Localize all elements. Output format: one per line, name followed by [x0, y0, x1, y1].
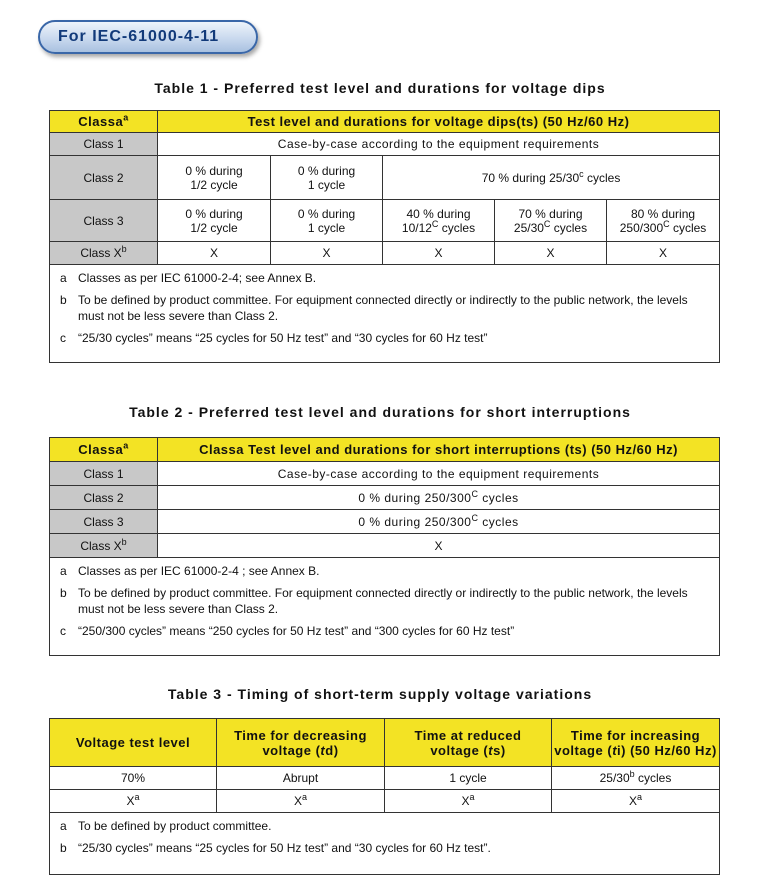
table2-class1-value: Case-by-case according to the equipment requirements — [158, 462, 720, 486]
table1-col-main: Test level and durations for voltage dips(ts) (50 Hz/60 Hz) — [158, 111, 720, 133]
table3-cell: $X^a$ — [50, 790, 217, 813]
table2-col-class: Classa$^a$ — [50, 438, 158, 462]
table1-class3-cell: 0 % during 1/2 cycle — [158, 200, 271, 242]
table1-class2: Class 2 — [50, 156, 158, 200]
table3-cell: $X^a$ — [385, 790, 552, 813]
table2 — [49, 437, 720, 656]
table3-caption: Table 3 - Timing of short-term supply voltage variations — [167, 686, 593, 702]
table3-col-increasing: Time for increasing voltage (ti) (50 Hz/60 Hz) — [552, 719, 720, 767]
table2-class2-value: 0 % during $250/300^C$ cycles — [158, 486, 720, 510]
table1-class2-cell: 70 % during 25/30$^c$ cycles — [383, 156, 720, 200]
table1-classx: Class $X^b$ — [50, 242, 158, 265]
table1-col-class: Classa$^a$ — [50, 111, 158, 133]
table2-classx-value: X — [158, 534, 720, 558]
table1-note: a Classes as per IEC 61000-2-4; see Annex B. — [60, 271, 317, 285]
table2-note: a Classes as per IEC 61000-2-4 ; see Annex B. — [60, 564, 320, 578]
table2-note: c “250/300 cycles” means “250 cycles for 50 Hz test” and “300 cycles for 60 Hz test” — [60, 624, 515, 638]
table3-notes — [50, 813, 720, 875]
table3-cell: 70% — [50, 767, 217, 790]
table2-class2: Class 2 — [50, 486, 158, 510]
table1-classx-cell: X — [158, 242, 271, 265]
table2-col-main: Classa Test level and durations for short interruptions (ts) (50 Hz/60 Hz) — [158, 438, 720, 462]
table3 — [49, 718, 720, 875]
table3-cell: $X^a$ — [552, 790, 720, 813]
table1-classx-cell: X — [495, 242, 607, 265]
table3-cell: 25/30$^b$ cycles — [552, 767, 720, 790]
table3-note: a To be defined by product committee. — [60, 819, 272, 833]
table1-class3: Class 3 — [50, 200, 158, 242]
table1-class3-cell: 80 % during $250/300^C$ cycles — [607, 200, 720, 242]
table1-classx-cell: X — [383, 242, 495, 265]
table2-classx: Class $X^b$ — [50, 534, 158, 558]
table3-col-decreasing: Time for decreasing voltage (td) — [217, 719, 385, 767]
table1-class3-cell: 0 % during 1 cycle — [271, 200, 383, 242]
table1-class1: Class 1 — [50, 133, 158, 156]
table2-class1: Class 1 — [50, 462, 158, 486]
table1-class3-cell: 70 % during $25/30^C$ cycles — [495, 200, 607, 242]
table2-caption: Table 2 - Preferred test level and durations for short interruptions — [129, 404, 631, 420]
table1-caption: Table 1 - Preferred test level and durations for voltage dips — [154, 80, 606, 96]
table1-class2-cell: 0 % during 1 cycle — [271, 156, 383, 200]
table3-cell: $X^a$ — [217, 790, 385, 813]
table3-col-reduced: Time at reduced voltage (ts) — [385, 719, 552, 767]
table1-notes — [50, 265, 720, 363]
table3-note: b “25/30 cycles” means “25 cycles for 50 Hz test” and “30 cycles for 60 Hz test”. — [60, 841, 491, 855]
table3-col-level: Voltage test level — [50, 719, 217, 767]
table2-note: b To be defined by product committee. For equipment connected directly or indirectly to the public network, the levels must not be less severe than Class 2. — [60, 586, 688, 616]
table1-class2-cell: 0 % during 1/2 cycle — [158, 156, 271, 200]
table2-class3-value: 0 % during $250/300^C$ cycles — [158, 510, 720, 534]
table3-cell: 1 cycle — [385, 767, 552, 790]
table3-cell: Abrupt — [217, 767, 385, 790]
table1-note: b To be defined by product committee. For equipment connected directly or indirectly to the public network, the levels must not be less severe than Class 2. — [60, 293, 688, 323]
table1-class1-value: Case-by-case according to the equipment requirements — [158, 133, 720, 156]
table1-class3-cell: 40 % during $10/12^C$ cycles — [383, 200, 495, 242]
table2-class3: Class 3 — [50, 510, 158, 534]
table2-notes — [50, 558, 720, 656]
table1-classx-cell: X — [607, 242, 720, 265]
table1 — [49, 110, 720, 363]
table1-note: c “25/30 cycles” means “25 cycles for 50 Hz test” and “30 cycles for 60 Hz test” — [60, 331, 488, 345]
table1-classx-cell: X — [271, 242, 383, 265]
standard-badge: For IEC-61000-4-11 — [38, 20, 258, 54]
